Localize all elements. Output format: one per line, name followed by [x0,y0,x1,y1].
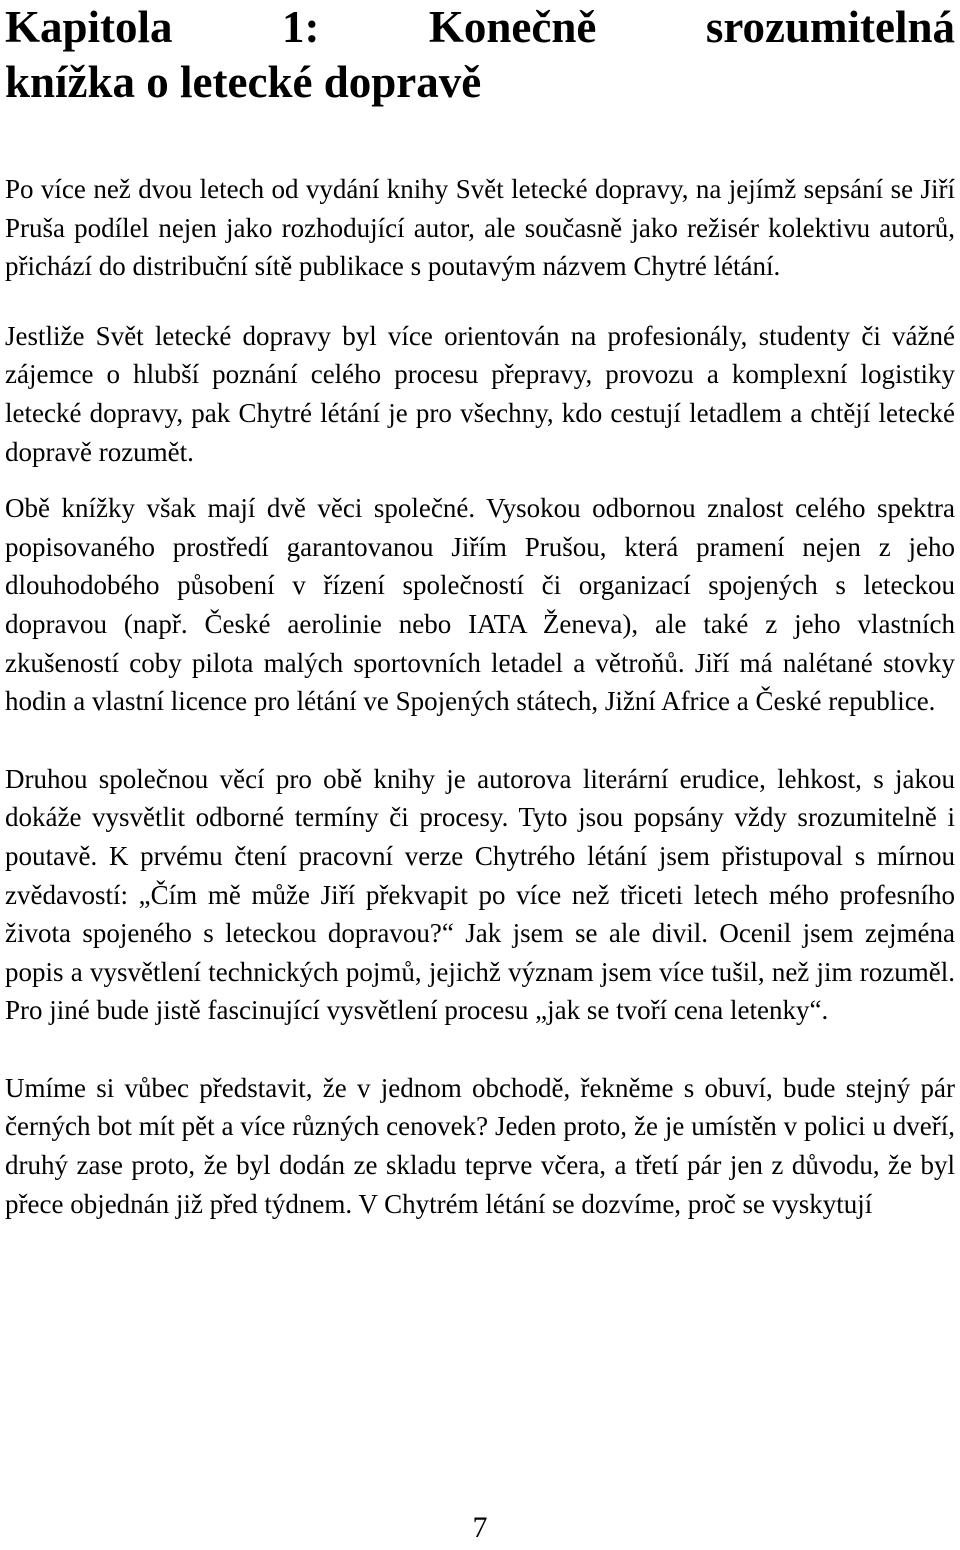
paragraph-comparison: Jestliže Svět letecké dopravy byl více orientován na profesionály, studenty či vážné zájemce o hlubší poznání celého procesu přepravy, provozu a komplexní logistiky letecké dopravy, pak Chytré létání je pro všechny, kdo cestují letadlem a chtějí letecké dopravě rozumět. [5,320,955,467]
chapter-title-word: 1: [281,2,320,52]
chapter-title-word: srozumitelná [705,2,955,52]
paragraph-common-second: Druhou společnou věcí pro obě knihy je autorova literární erudice, lehkost, s jakou dokáže vysvětlit odborné termíny či procesy. Tyto jsou popsány vždy srozumitelně i poutavě. K prvému čtení pracovní verze Chytrého létání jsem přistupoval s mírnou zvědavostí: „Čím mě může Jiří překvapit po více než třiceti letech mého profesního života spojeného s leteckou dopravou?“ Jak jsem se ale divil. Ocenil jsem zejména popis a vysvětlení technických pojmů, jejichž význam jsem více tušil, než jim rozuměl. Pro jiné bude jistě fascinující vysvětlení procesu „jak se tvoří cena letenky“. [5,763,955,1026]
paragraph-common-first: Obě knížky však mají dvě věci společné. Vysokou odbornou znalost celého spektra popisovaného prostředí garantovanou Jiřím Prušou, která pramení nejen z jeho dlouhodobého působení v řízení společností či organizací spojených s leteckou dopravou (např. České aerolinie nebo IATA Ženeva), ale také z jeho vlastních zkušeností coby pilota malých sportovních letadel a větroňů. Jiří má nalétané stovky hodin a vlastní licence pro létání ve Spojených státech, Jižní Africe a České republice. [5,493,955,717]
spacer [5,1030,955,1069]
chapter-title-line-1 [5,0,955,55]
spacer [5,471,955,489]
chapter-title-word: Konečně [428,2,597,52]
chapter-title-line-2: knížka o letecké dopravě [5,57,482,107]
paragraph-intro: Po více než dvou letech od vydání knihy Svět letecké dopravy, na jejímž sepsání se Jiří Pruša podílel nejen jako rozhodující autor, ale současně jako režisér kolektivu autorů, přichází do distribuční sítě publikace s poutavým názvem Chytré létání. [5,174,955,282]
chapter-title [5,0,955,110]
paragraph-pricing: Umíme si vůbec představit, že v jednom obchodě, řekněme s obuví, bude stejný pár černých bot mít pět a více různých cenovek? Jeden proto, že je umístěn v polici u dveří, druhý zase proto, že byl dodán ze skladu teprve včera, a třetí pár jen z důvodu, že byl přece objednán již před týdnem. V Chytrém létání se dozvíme, proč se vyskytují [5,1072,955,1219]
chapter-title-word: Kapitola [5,2,173,52]
page-number: 7 [472,1511,488,1544]
spacer [5,286,955,317]
spacer [5,110,955,170]
spacer [5,721,955,760]
